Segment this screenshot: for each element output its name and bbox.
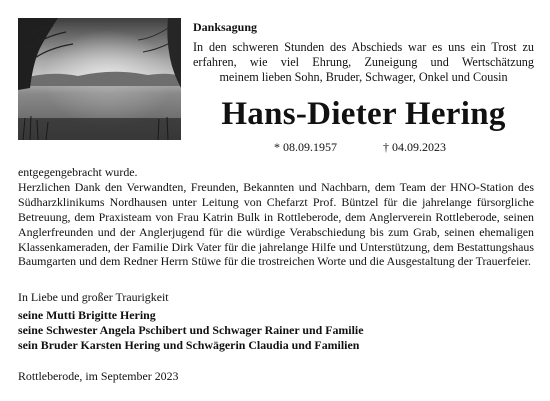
- family-member-1: seine Mutti Brigitte Hering: [18, 308, 156, 322]
- thanks-paragraph-2: Herzlichen Dank den Verwandten, Freunden, Bekannten und Nachbarn, dem Team der HNO-Station des Südharzklinikums Nordhausen unter Leitung von Chefarzt Prof. Büntzel für die jahrelange fürsorgliche Betreuung, dem Praxisteam von Frau Katrin Bulk in Rottleberode, dem Anglerverein Rottleberode, seinen Anglerfreunden und der Anglerjugend für die würdige Verabschiedung bis zum Grab, seinen ehemaligen Klassenkameraden, der Familie Dirk Vater für die jahrelange Hilfe und Unterstützung, dem Bestattungshaus Baumgarten und dem Redner Herrn Stüwe für die trostreichen Worte und die Ausgestaltung der Trauerfeier.: [18, 179, 534, 269]
- closing-phrase: In Liebe und großer Traurigkeit: [18, 290, 169, 304]
- intro-line-2: erfahren, wie viel Ehrung, Zuneigung und Wertschätzung: [193, 55, 534, 69]
- lake-photo: [18, 18, 181, 140]
- thanks-paragraph-1: entgegengebracht wurde.: [18, 165, 138, 179]
- family-list: [18, 308, 364, 353]
- place-date: Rottleberode, im September 2023: [18, 369, 179, 383]
- birth-date: * 08.09.1957: [274, 140, 337, 154]
- deceased-name: Hans-Dieter Hering: [221, 96, 506, 132]
- family-member-2: seine Schwester Angela Pschibert und Schwager Rainer und Familie: [18, 323, 364, 337]
- death-date: † 04.09.2023: [383, 140, 446, 154]
- lake-landscape-image: [18, 18, 181, 140]
- intro-line-3: meinem lieben Sohn, Bruder, Schwager, Onkel und Cousin: [219, 70, 508, 84]
- thanks-text: [18, 165, 534, 269]
- intro-text: [193, 40, 534, 85]
- intro-line-1: In den schweren Stunden des Abschieds war es uns ein Trost zu: [193, 40, 534, 54]
- heading-danksagung: Danksagung: [193, 20, 258, 34]
- family-member-3: sein Bruder Karsten Hering und Schwägerin Claudia und Familien: [18, 338, 360, 352]
